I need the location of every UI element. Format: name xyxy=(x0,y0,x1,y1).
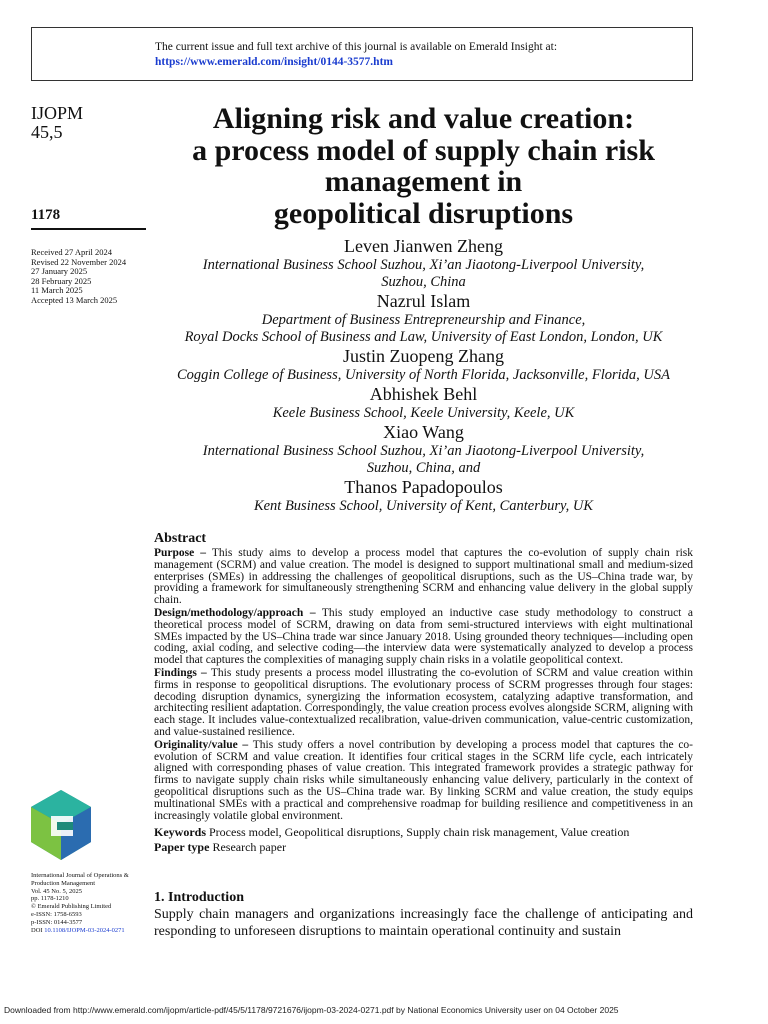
emerald-logo-icon xyxy=(31,790,91,860)
title-line: geopolitical disruptions xyxy=(273,196,574,230)
intro-text: Supply chain managers and organizations increasingly face the challenge of anticipating and responding to unforeseen disruptions to maintain operational continuity and sustain xyxy=(154,907,693,939)
abstract-originality xyxy=(154,740,693,823)
affiliation-line: International Business School Suzhou, Xi’an Jiaotong-Liverpool University, xyxy=(202,443,645,459)
affiliation-line: Department of Business Entrepreneurship and Finance, xyxy=(261,312,586,328)
originality-label: Originality/value – xyxy=(154,738,249,751)
affiliation-line: Keele Business School, Keele University, Keele, UK xyxy=(272,405,575,421)
affiliation-line: Suzhou, China, and xyxy=(366,460,481,476)
download-notice: Downloaded from http://www.emerald.com/ijopm/article-pdf/45/5/1178/9721676/ijopm-03-2024-0271.pdf by National Economics University user on 04 October 2025 xyxy=(4,1005,619,1015)
date-line: Received 27 April 2024 xyxy=(31,247,112,257)
design-label: Design/methodology/approach – xyxy=(154,606,316,619)
author-affiliation xyxy=(154,257,693,291)
keywords xyxy=(154,825,693,840)
keywords-label: Keywords xyxy=(154,825,206,840)
abstract-purpose xyxy=(154,548,693,607)
intro-heading: 1. Introduction xyxy=(154,890,244,905)
date-line: 27 January 2025 xyxy=(31,266,88,276)
banner-text-block xyxy=(155,40,557,70)
findings-text: This study presents a process model illustrating the co-evolution of SCRM and value creation within firms in response to geopolitical disruptions. The evolutionary process of SCRM progresses through four stages: decoding disruption dynamics, synergizing the information ecosystem, catalyzing adaptive transformation, and architecting resilient adaptation. Correspondingly, the value creation process evolves alongside SCRM, aligning with each stage. It includes value-contextualized recalibration, value-driven communication, value-centric customization, and value-sustained resilience. xyxy=(154,666,693,738)
journal-abbr: IJOPM xyxy=(31,103,84,123)
abstract-section xyxy=(154,530,693,855)
paper-type xyxy=(154,840,693,855)
banner-text: The current issue and full text archive of this journal is available on Emerald Insight at: xyxy=(155,41,558,53)
author-affiliation xyxy=(154,312,693,346)
journal-info-line: Vol. 45 No. 5, 2025 xyxy=(31,887,82,895)
doi-line xyxy=(31,927,129,935)
keywords-text: Process model, Geopolitical disruptions, Supply chain risk management, Value creation xyxy=(209,825,630,840)
affiliation-line: Kent Business School, University of Kent, Canterbury, UK xyxy=(253,498,594,514)
page-number: 1178 xyxy=(31,207,61,223)
paper-type-label: Paper type xyxy=(154,840,210,855)
author-name: Abhishek Behl xyxy=(369,384,478,404)
date-line: Revised 22 November 2024 xyxy=(31,256,127,267)
affiliation-line: International Business School Suzhou, Xi’an Jiaotong-Liverpool University, xyxy=(202,257,645,273)
author-name: Xiao Wang xyxy=(383,422,464,442)
findings-label: Findings – xyxy=(154,666,207,679)
title-line: Aligning risk and value creation: xyxy=(212,102,635,135)
doi-label: DOI xyxy=(31,926,43,934)
design-text: This study employed an inductive case study methodology to construct a theoretical process model of SCRM, drawing on data from semi-structured interviews with eight multinational SMEs impacted by the US–China trade war since January 2018. Using grounded theory techniques—including open coding, axial coding, and selective coding—the interview data were systematically analyzed to develop a process model that captures the complexities of managing supply chain risks in a volatile geopolitical context. xyxy=(154,606,693,667)
author-name: Justin Zuopeng Zhang xyxy=(343,346,504,366)
author-list xyxy=(154,236,693,515)
journal-info-line: © Emerald Publishing Limited xyxy=(31,903,112,911)
author-affiliation xyxy=(154,498,693,515)
journal-info-line: Production Management xyxy=(31,879,96,887)
affiliation-line: Coggin College of Business, University of North Florida, Jacksonville, Florida, USA xyxy=(177,367,670,383)
title-line: a process model of supply chain risk xyxy=(192,133,655,167)
journal-info-line: International Journal of Operations & xyxy=(31,872,129,879)
author-name: Nazrul Islam xyxy=(376,291,471,311)
purpose-label: Purpose – xyxy=(154,547,207,559)
article-title xyxy=(154,103,693,229)
author-affiliation xyxy=(154,367,693,384)
journal-info xyxy=(31,872,129,934)
purpose-text: This study aims to develop a process model that captures the co-evolution of supply chain risk management (SCRM) and value creation. The model is designed to support multinational small and medium-sized enterprises (SMEs) in addressing the challenges of geopolitical disruptions, such as the US–China trade war, by providing a framework for simultaneously strengthening SCRM and enhancing value delivery in the global supply chain. xyxy=(154,547,694,607)
page-rule-divider xyxy=(31,228,146,230)
date-line: 28 February 2025 xyxy=(31,275,92,286)
abstract-heading: Abstract xyxy=(154,531,207,546)
access-banner xyxy=(31,27,693,81)
author-affiliation xyxy=(154,405,693,422)
journal-info-line: pp. 1178-1210 xyxy=(31,895,69,903)
journal-info-line: e-ISSN: 1758-6593 xyxy=(31,910,82,918)
journal-abbreviation xyxy=(31,104,83,142)
affiliation-line: Suzhou, China xyxy=(381,274,466,290)
volume-issue: 45,5 xyxy=(31,122,63,142)
author-name: Thanos Papadopoulos xyxy=(344,477,503,497)
title-line: management in xyxy=(324,165,523,198)
author-affiliation xyxy=(154,443,693,477)
journal-info-line: p-ISSN: 0144-3577 xyxy=(31,918,83,926)
date-line: 11 March 2025 xyxy=(31,285,83,295)
author-name: Leven Jianwen Zheng xyxy=(344,236,503,256)
abstract-findings xyxy=(154,668,693,739)
journal-url-link[interactable]: https://www.emerald.com/insight/0144-3577.htm xyxy=(155,56,393,68)
history-dates xyxy=(31,248,126,305)
paper-type-text: Research paper xyxy=(212,840,287,855)
abstract-design xyxy=(154,608,693,667)
originality-text: This study offers a novel contribution by developing a process model that captures the co-evolution of SCRM and value creation. It identifies four critical stages in the SCRM life cycle, each intricately aligned with corresponding phases of value creation. This integrated framework provides a strategic pathway for firms to navigate supply chain risks while simultaneously enhancing value delivery, particularly in the context of geopolitical disruptions such as the US–China trade war. By linking SCRM and value creation, the study equips multinational SMEs with a practical and comprehensive roadmap for building resilience and competitiveness in an increasingly volatile global environment. xyxy=(154,738,694,822)
doi-link[interactable]: 10.1108/IJOPM-03-2024-0271 xyxy=(44,926,125,934)
date-line: Accepted 13 March 2025 xyxy=(31,294,118,305)
logo-center-notch xyxy=(57,822,73,830)
affiliation-line: Royal Docks School of Business and Law, University of East London, London, UK xyxy=(184,329,663,345)
